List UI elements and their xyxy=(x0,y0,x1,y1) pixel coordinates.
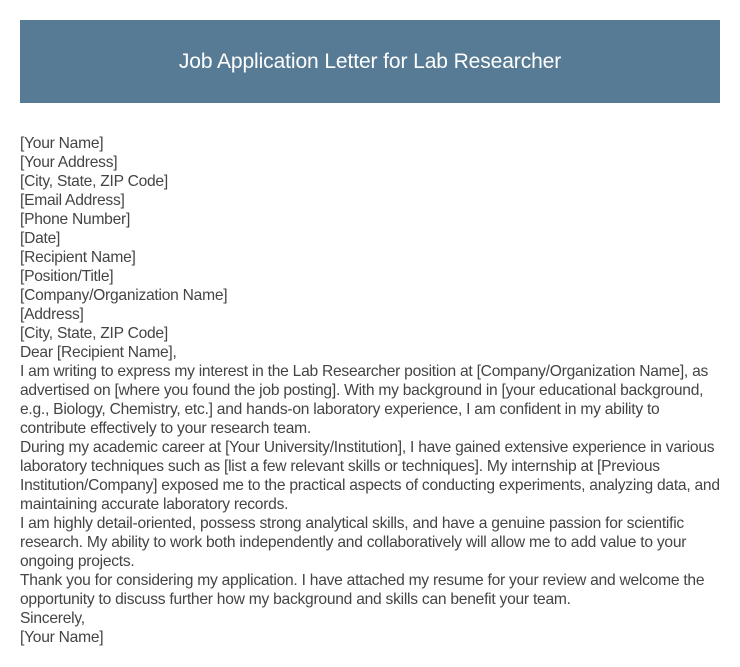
page-header xyxy=(20,20,720,103)
recipient-position: [Position/Title] xyxy=(20,268,114,285)
sender-city-state-zip: [City, State, ZIP Code] xyxy=(20,173,168,190)
paragraph-thanks: Thank you for considering my application. I have attached my resume for your review and welcome the opportunity to discuss further how my background and skills can benefit your team. xyxy=(20,572,705,608)
letter-body xyxy=(20,134,725,647)
recipient-name: [Recipient Name] xyxy=(20,249,136,266)
sender-email: [Email Address] xyxy=(20,192,125,209)
paragraph-experience: During my academic career at [Your University/Institution], I have gained extensive experience in various laboratory techniques such as [list a few relevant skills or techniques]. My internship at [Previous Institution/Company] exposed me to the practical aspects of conducting experiments, analyzing data, and maintaining accurate laboratory records. xyxy=(20,439,720,513)
recipient-city-state-zip: [City, State, ZIP Code] xyxy=(20,325,168,342)
sender-phone: [Phone Number] xyxy=(20,211,131,228)
letter-date: [Date] xyxy=(20,230,61,247)
signature: [Your Name] xyxy=(20,629,104,646)
salutation: Dear [Recipient Name], xyxy=(20,344,177,361)
paragraph-qualities: I am highly detail-oriented, possess strong analytical skills, and have a genuine passion for scientific research. My ability to work both independently and collaboratively will allow me to add value to your ongoing projects. xyxy=(20,515,687,570)
recipient-address: [Address] xyxy=(20,306,84,323)
sender-address: [Your Address] xyxy=(20,154,118,171)
page-title: Job Application Letter for Lab Researcher xyxy=(178,49,562,73)
sender-name: [Your Name] xyxy=(20,135,104,152)
closing: Sincerely, xyxy=(20,610,85,627)
paragraph-interest: I am writing to express my interest in the Lab Researcher position at [Company/Organization Name], as advertised on [where you found the job posting]. With my background in [your educational background, e.g., Biology, Chemistry, etc.] and hands-on laboratory experience, I am confident in my ability to contribute effectively to your research team. xyxy=(20,363,709,437)
recipient-company: [Company/Organization Name] xyxy=(20,287,228,304)
